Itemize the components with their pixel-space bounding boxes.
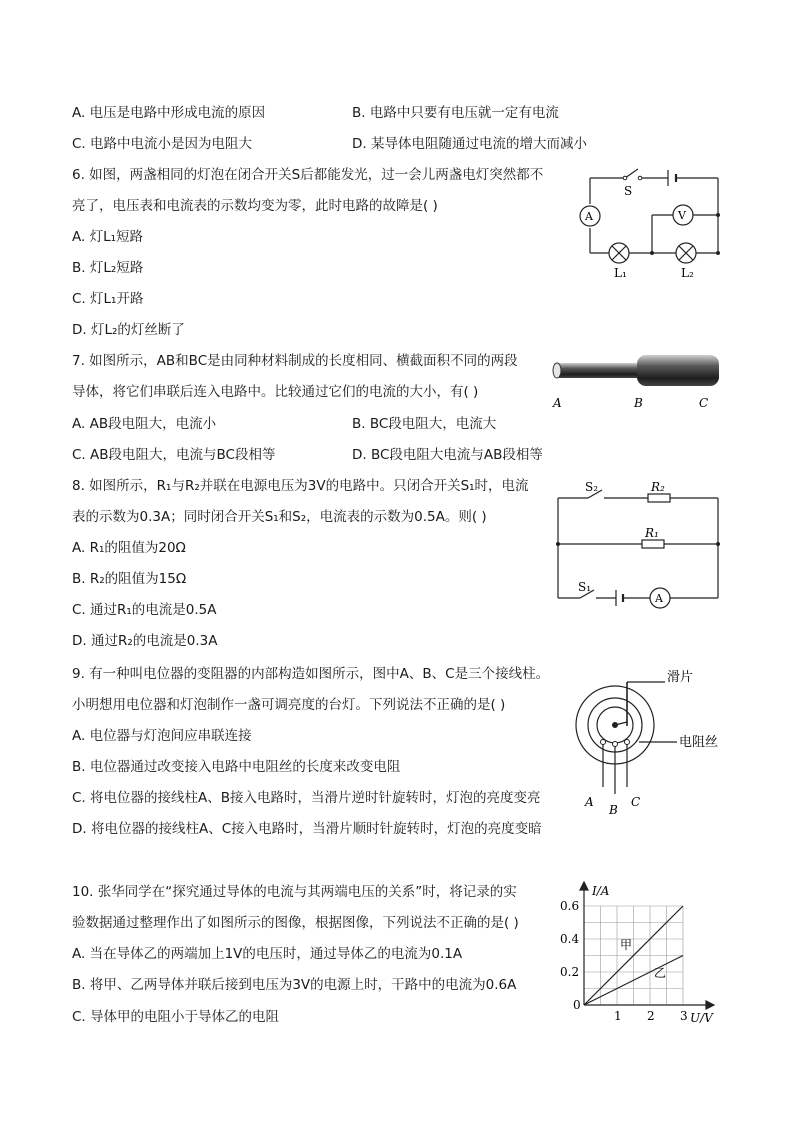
ammeter-label: A [585, 210, 593, 223]
point-b-label: B [634, 396, 643, 410]
q8-option-d: D. 通过R₂的电流是0.3A [72, 633, 218, 649]
q6-circuit-diagram [570, 162, 730, 287]
q9-option-d: D. 将电位器的接线柱A、C接入电路时，当滑片顺时针旋转时，灯泡的亮度变暗 [72, 821, 542, 837]
q5-option-a: A. 电压是电路中形成电流的原因 [72, 105, 266, 121]
q5-option-b: B. 电路中只要有电压就一定有电流 [352, 105, 559, 121]
q6-option-c: C. 灯L₁开路 [72, 291, 144, 307]
q7-option-d: D. BC段电阻大电流与AB段相等 [352, 447, 543, 463]
q6-option-b: B. 灯L₂短路 [72, 260, 144, 276]
q6-option-d: D. 灯L₂的灯丝断了 [72, 322, 185, 338]
slider-label: 滑片 [667, 670, 694, 685]
switch-s1-label: S₁ [578, 580, 592, 594]
lamp-l2-label: L₂ [681, 266, 694, 280]
q6-stem-line2: 亮了，电压表和电流表的示数均变为零，此时电路的故障是( ) [72, 198, 438, 214]
q8-option-a: A. R₁的阻值为20Ω [72, 540, 186, 556]
q10-option-b: B. 将甲、乙两导体并联后接到电压为3V的电源上时，干路中的电流为0.6A [72, 977, 517, 993]
q7-option-c: C. AB段电阻大，电流与BC段相等 [72, 447, 276, 463]
q9-option-b: B. 电位器通过改变接入电路中电阻丝的长度来改变电阻 [72, 759, 401, 775]
q10-stem-line1: 10. 张华同学在“探究通过导体的电流与其两端电压的关系”时，将记录的实 [72, 884, 517, 900]
thin-conductor-ab [555, 363, 647, 378]
q7-conductor-figure [545, 350, 730, 412]
resistor-r2-label: R₂ [651, 480, 665, 494]
point-c-label: C [699, 396, 709, 410]
y-tick-label: 0.2 [560, 965, 580, 979]
q6-stem-line1: 6. 如图，两盏相同的灯泡在闭合开关S后都能发光，过一会儿两盏电灯突然都不 [72, 167, 544, 183]
q5-option-c: C. 电路中电流小是因为电阻大 [72, 136, 253, 152]
q9-option-c: C. 将电位器的接线柱A、B接入电路时，当滑片逆时针旋转时，灯泡的亮度变亮 [72, 790, 541, 806]
terminal-a-label: A [585, 795, 594, 809]
q10-stem-line2: 验数据通过整理作出了如图所示的图像，根据图像，下列说法不正确的是( ) [72, 915, 519, 931]
x-tick-label: 3 [680, 1009, 688, 1023]
q8-option-b: B. R₂的阻值为15Ω [72, 571, 187, 587]
lamp-l1-label: L₁ [614, 266, 627, 280]
q9-potentiometer-figure [565, 660, 730, 820]
q5-option-d: D. 某导体电阻随通过电流的增大而减小 [352, 136, 587, 152]
switch-s2-label: S₂ [585, 480, 599, 494]
x-tick-label: 1 [614, 1009, 622, 1023]
terminal-b-label: B [609, 803, 618, 817]
q9-stem-line1: 9. 有一种叫电位器的变阻器的内部构造如图所示，图中A、B、C是三个接线柱。 [72, 666, 550, 682]
y-axis-label: I/A [592, 884, 610, 898]
q8-circuit-diagram [550, 478, 728, 610]
resistor-r1-icon [642, 540, 664, 548]
q8-option-c: C. 通过R₁的电流是0.5A [72, 602, 217, 618]
y-tick-label: 0 [573, 998, 581, 1012]
resistor-r1-label: R₁ [645, 526, 659, 540]
q9-option-a: A. 电位器与灯泡间应串联连接 [72, 728, 252, 744]
terminal-c-label: C [631, 795, 641, 809]
y-tick-label: 0.6 [560, 899, 580, 913]
q7-option-a: A. AB段电阻大，电流小 [72, 416, 217, 432]
point-a-label: A [553, 396, 562, 410]
q7-option-b: B. BC段电阻大，电流大 [352, 416, 497, 432]
ammeter-label: A [655, 592, 663, 605]
q7-stem-line1: 7. 如图所示，AB和BC是由同种材料制成的长度相同、横截面积不同的两段 [72, 353, 518, 369]
resistance-wire-label: 电阻丝 [679, 735, 719, 750]
q10-iu-graph [558, 878, 730, 1028]
switch-label: S [624, 184, 633, 198]
q9-stem-line2: 小明想用电位器和灯泡制作一盏可调亮度的台灯。下列说法不正确的是( ) [72, 697, 506, 713]
y-tick-label: 0.4 [560, 932, 580, 946]
q10-option-a: A. 当在导体乙的两端加上1V的电压时，通过导体乙的电流为0.1A [72, 946, 463, 962]
series-label-jia: 甲 [620, 938, 633, 952]
q7-stem-line2: 导体，将它们串联后连入电路中。比较通过它们的电流的大小，有( ) [72, 384, 479, 400]
thick-conductor-bc [637, 355, 719, 386]
q8-stem-line1: 8. 如图所示，R₁与R₂并联在电源电压为3V的电路中。只闭合开关S₁时，电流 [72, 478, 529, 494]
x-tick-label: 2 [647, 1009, 655, 1023]
voltmeter-label: V [678, 209, 686, 222]
q10-option-c: C. 导体甲的电阻小于导体乙的电阻 [72, 1009, 280, 1025]
x-axis-label: U/V [690, 1011, 713, 1025]
resistor-r2-icon [648, 494, 670, 502]
q6-option-a: A. 灯L₁短路 [72, 229, 144, 245]
q8-stem-line2: 表的示数为0.3A；同时闭合开关S₁和S₂，电流表的示数为0.5A。则( ) [72, 509, 487, 525]
series-label-yi: 乙 [654, 966, 667, 980]
